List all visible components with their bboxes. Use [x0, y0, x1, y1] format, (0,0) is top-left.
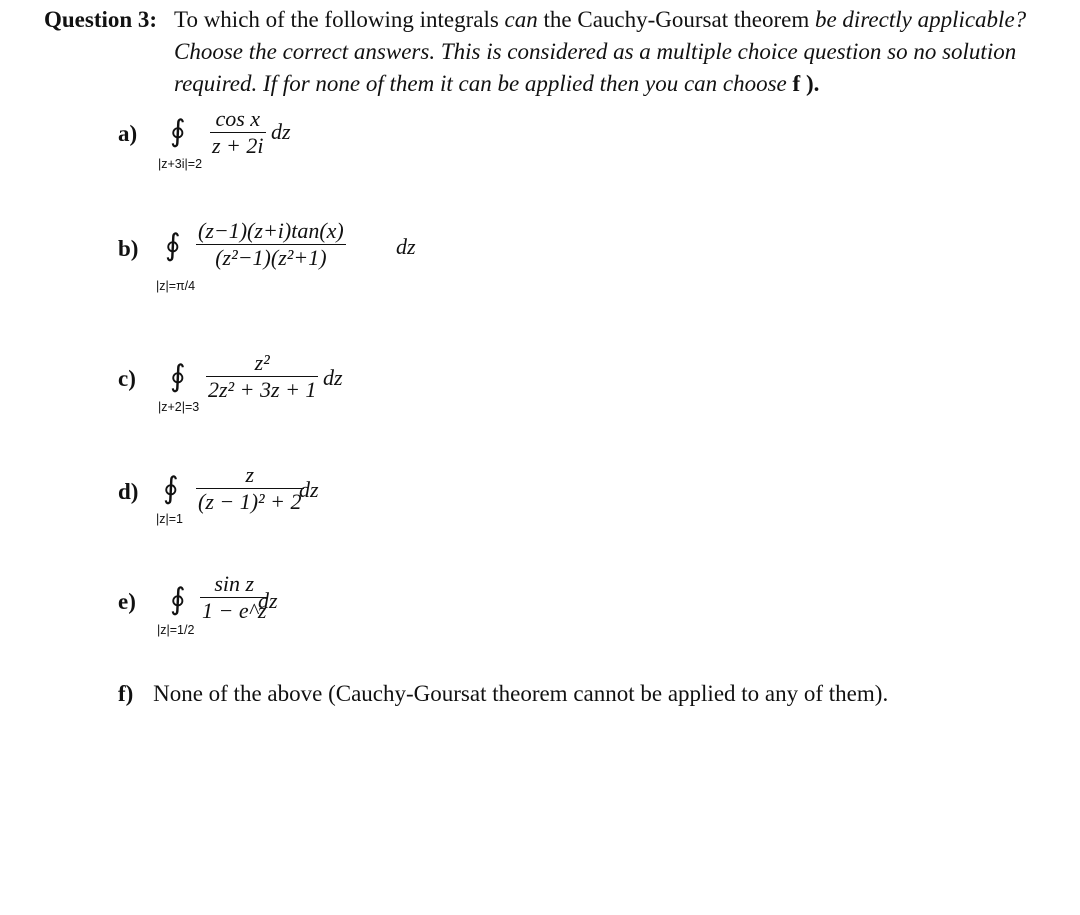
option-f[interactable] — [118, 681, 888, 707]
option-f-text: None of the above (Cauchy-Goursat theorem cannot be applied to any of them). — [153, 681, 889, 706]
option-d-differential: dz — [299, 477, 319, 502]
option-a-fraction — [210, 106, 266, 159]
option-a-differential: dz — [271, 119, 291, 144]
option-d-label: d) — [118, 479, 139, 504]
question-text-f: f — [792, 71, 801, 96]
option-b-numerator: (z−1)(z+i)tan(x) — [198, 218, 344, 243]
option-c-numerator: z² — [254, 350, 270, 375]
option-a-denominator: z + 2i — [212, 133, 264, 158]
question-label: Question 3: — [44, 7, 158, 32]
option-a-numerator: cos x — [215, 106, 261, 131]
contour-integral-icon: ∮ — [170, 583, 186, 616]
contour-integral-icon: ∮ — [165, 229, 181, 262]
option-a-label: a) — [118, 121, 138, 146]
contour-integral-icon: ∮ — [170, 115, 186, 148]
option-b-denominator: (z²−1)(z²+1) — [215, 245, 327, 270]
option-d-denominator: (z − 1)² + 2 — [198, 489, 302, 514]
option-c-label: c) — [118, 366, 136, 391]
option-b-differential: dz — [396, 234, 416, 259]
question-text-can: can — [504, 7, 538, 32]
option-b-label: b) — [118, 236, 139, 261]
option-e-contour: |z|=1/2 — [157, 623, 195, 637]
option-c-fraction — [206, 350, 318, 403]
option-e-label: e) — [118, 589, 136, 614]
contour-integral-icon: ∮ — [163, 472, 179, 505]
question-text-end: ). — [800, 71, 820, 96]
option-c-denominator: 2z² + 3z + 1 — [208, 377, 317, 402]
option-d-numerator: z — [245, 462, 255, 487]
question-text — [174, 4, 1074, 100]
question-text-part1: To which of the following integrals — [174, 7, 505, 32]
option-a-contour: |z+3i|=2 — [158, 157, 203, 171]
contour-integral-icon: ∮ — [170, 360, 186, 393]
option-c-contour: |z+2|=3 — [158, 400, 200, 414]
option-e-numerator: sin z — [214, 571, 255, 596]
option-d-fraction — [196, 462, 304, 515]
option-b-contour: |z|=π/4 — [156, 279, 196, 293]
question-text-part2: the Cauchy-Goursat theorem — [537, 7, 815, 32]
option-c-differential: dz — [323, 365, 343, 390]
question-text-italic: be directly applicable? Choose the correct answers. This is considered as a multiple choice question so no solution required. If for none of them it can be applied then you can choose — [174, 7, 1027, 96]
option-f-label: f) — [118, 681, 134, 706]
option-e-differential: dz — [258, 588, 278, 613]
option-e-denominator: 1 − e^z — [202, 598, 267, 623]
option-d-contour: |z|=1 — [156, 512, 183, 526]
option-b-fraction — [196, 218, 346, 271]
